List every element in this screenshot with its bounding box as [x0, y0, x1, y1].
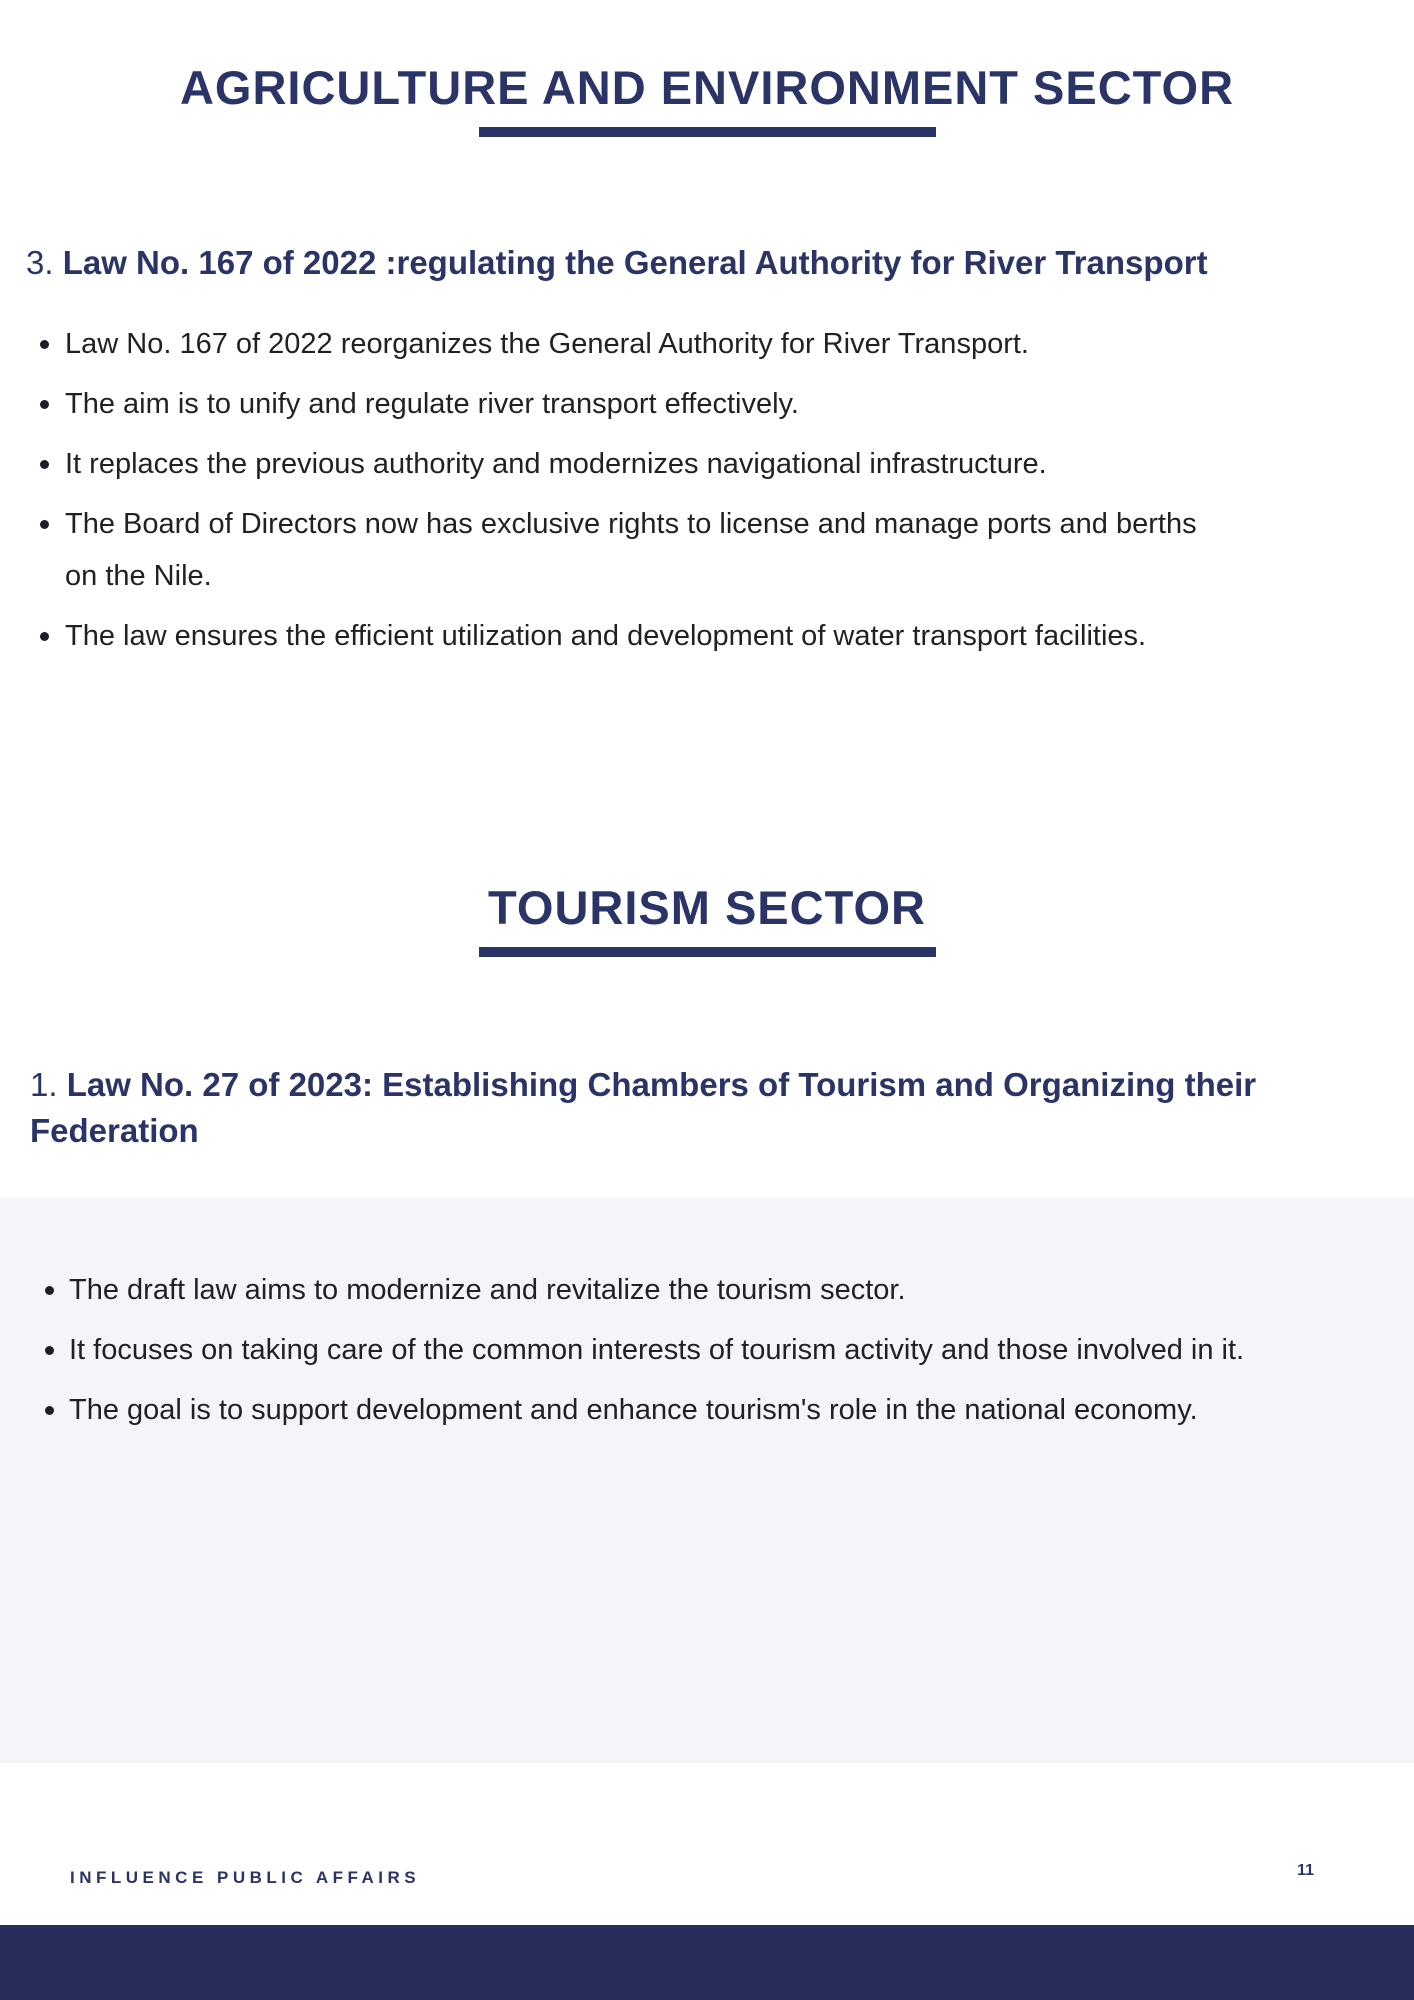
list-item: [45, 1264, 1244, 1316]
law-title: Law No. 27 of 2023: Establishing Chambers of Tourism and Organizing their Federation: [30, 1066, 1257, 1149]
list-item: [40, 378, 1215, 430]
tourism-section-title: TOURISM SECTOR: [488, 881, 926, 934]
tourism-bullet-list: [45, 1264, 1244, 1444]
bullet-text: The aim is to unify and regulate river transport effectively.: [65, 388, 799, 420]
bullet-icon: [40, 400, 49, 409]
list-item: [40, 318, 1215, 370]
bullet-icon: [45, 1346, 54, 1355]
footer-brand: INFLUENCE PUBLIC AFFAIRS: [70, 1868, 421, 1887]
bullet-icon: [40, 632, 49, 641]
list-item: [40, 498, 1215, 602]
bullet-text: The goal is to support development and enhance tourism's role in the national economy.: [69, 1394, 1198, 1426]
bullet-text: The draft law aims to modernize and revitalize the tourism sector.: [69, 1274, 906, 1306]
title-underline: [479, 947, 936, 957]
list-item: [45, 1324, 1244, 1376]
law-title: Law No. 167 of 2022 :regulating the General Authority for River Transport: [62, 244, 1208, 281]
law-heading-river-transport: [26, 240, 1396, 286]
bullet-icon: [45, 1406, 54, 1415]
law-heading-chambers-of-tourism: [30, 1062, 1340, 1153]
list-item: [45, 1384, 1244, 1436]
agriculture-section-header: [0, 62, 1414, 137]
title-underline: [479, 127, 936, 137]
bottom-bar: [0, 1925, 1414, 2000]
law-number-prefix: 3.: [26, 244, 54, 281]
bullet-text: The Board of Directors now has exclusive rights to license and manage ports and berths on the Nile.: [65, 508, 1197, 592]
list-item: [40, 438, 1215, 490]
bullet-text: It focuses on taking care of the common interests of tourism activity and those involved in it.: [69, 1334, 1245, 1366]
bullet-icon: [40, 520, 49, 529]
agriculture-bullet-list: [40, 318, 1215, 670]
bullet-text: The law ensures the efficient utilization and development of water transport facilities.: [65, 620, 1147, 652]
bullet-icon: [45, 1286, 54, 1295]
page-number: 11: [1297, 1862, 1314, 1879]
tourism-highlight-panel: [0, 1198, 1414, 1763]
bullet-text: Law No. 167 of 2022 reorganizes the General Authority for River Transport.: [65, 328, 1029, 360]
bullet-icon: [40, 460, 49, 469]
bullet-text: It replaces the previous authority and modernizes navigational infrastructure.: [65, 448, 1047, 480]
agriculture-section-title: AGRICULTURE AND ENVIRONMENT SECTOR: [179, 61, 1235, 114]
bullet-icon: [40, 340, 49, 349]
list-item: [40, 610, 1215, 662]
tourism-section-header: [0, 882, 1414, 957]
law-number-prefix: 1.: [30, 1066, 58, 1103]
